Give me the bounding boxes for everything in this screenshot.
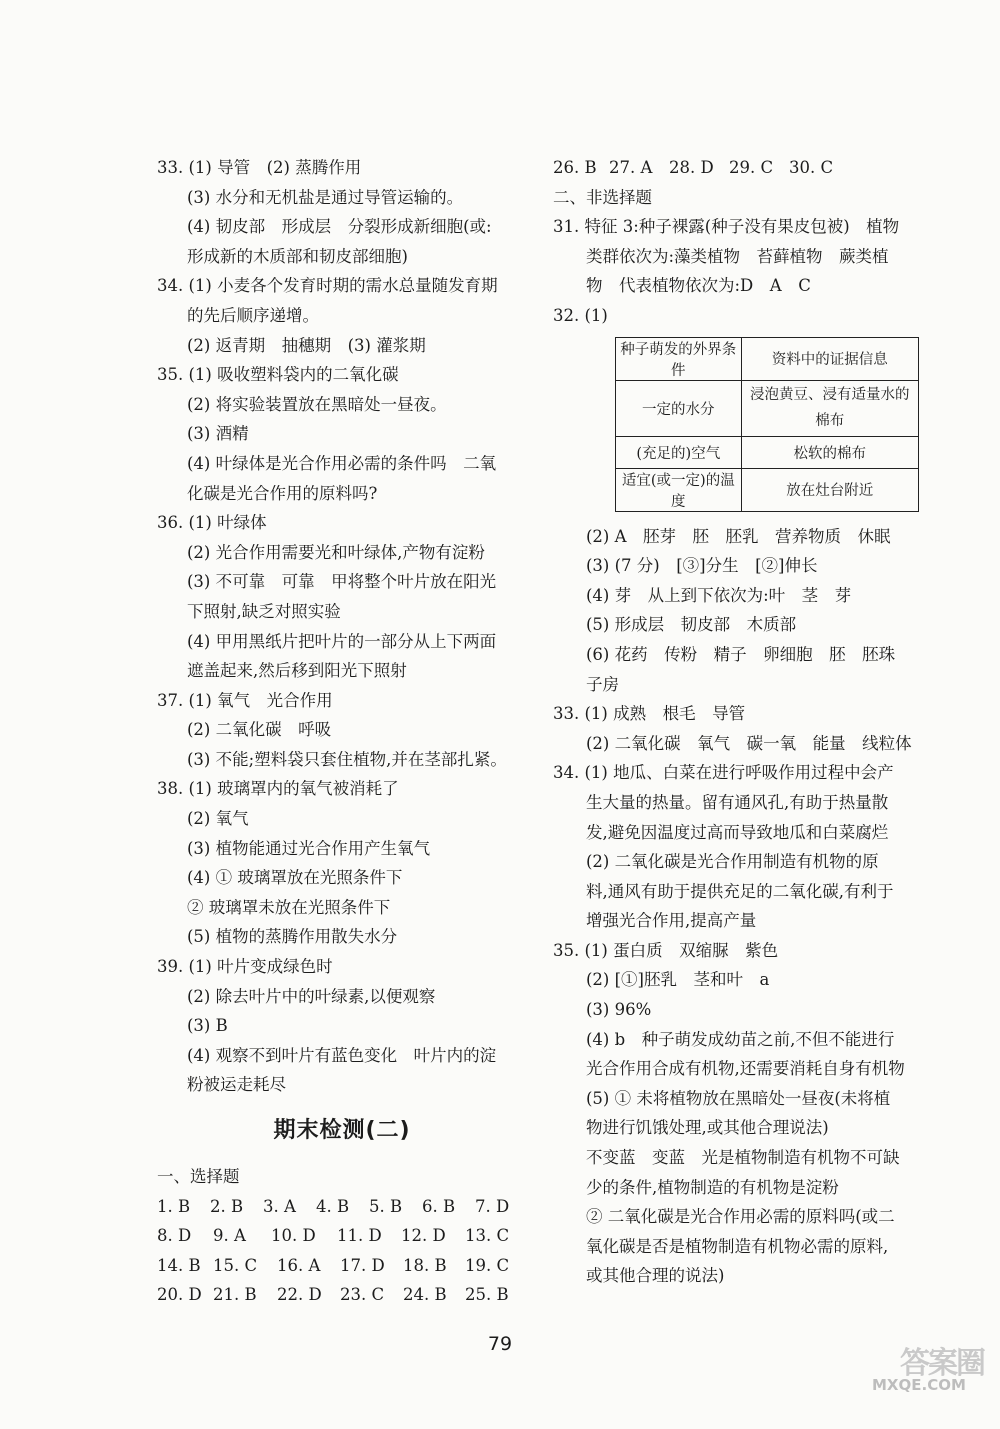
mc-answer: 10. D	[271, 1226, 316, 1246]
mc-answer: 9. A	[213, 1226, 246, 1246]
answer-line: 34. (1) 小麦各个发育时期的需水总量随发育期	[157, 276, 498, 296]
table-header: 资料中的证据信息	[741, 337, 918, 380]
answer-line: 少的条件,植物制造的有机物是淀粉	[586, 1177, 839, 1197]
answer-line: 31. 特征 3:种子裸露(种子没有果皮包被) 植物	[553, 217, 900, 237]
answer-line: (4) b 种子萌发成幼苗之前,不但不能进行	[586, 1029, 895, 1049]
table-header: 种子萌发的外界条件	[616, 337, 742, 380]
mc-answer: 28. D	[669, 158, 714, 177]
answer-line: (2) 将实验装置放在黑暗处一昼夜。	[187, 394, 447, 414]
answer-line: (3) (7 分) [③]分生 [②]伸长	[586, 556, 818, 576]
mc-answer: 21. B	[213, 1285, 257, 1305]
mc-answer: 1. B	[157, 1196, 191, 1216]
answer-line: (4) 甲用黑纸片把叶片的一部分从上下两面	[187, 631, 497, 651]
section-heading: 二、非选择题	[553, 187, 652, 207]
section-title: 期末检测(二)	[273, 1118, 411, 1143]
answer-line: (2) 返青期 抽穗期 (3) 灌浆期	[187, 335, 426, 355]
answer-line: 增强光合作用,提高产量	[586, 911, 757, 931]
mc-answer: 27. A	[609, 158, 653, 177]
answer-line: (3) 酒精	[187, 424, 249, 444]
mc-answer: 4. B	[316, 1196, 350, 1216]
answer-line: (2) [①]胚乳 茎和叶 a	[586, 970, 770, 990]
answer-line: 生大量的热量。留有通风孔,有助于热量散	[586, 792, 889, 812]
watermark-url: MXQE.COM	[872, 1376, 966, 1394]
table-cell: 放在灶台附近	[741, 468, 918, 511]
mc-answer-row	[157, 1221, 527, 1251]
mc-answer: 20. D	[157, 1285, 202, 1305]
mc-answer: 14. B	[157, 1255, 201, 1275]
answer-line: (2) 除去叶片中的叶绿素,以便观察	[187, 986, 436, 1006]
answer-line: 37. (1) 氧气 光合作用	[157, 690, 333, 710]
mc-answer: 5. B	[369, 1196, 403, 1216]
answer-line: (3) 不能;塑料袋只套住植物,并在茎部扎紧。	[187, 749, 507, 769]
mc-answer-row	[553, 153, 928, 183]
mc-answer: 6. B	[422, 1196, 456, 1216]
answer-line: 33. (1) 导管 (2) 蒸腾作用	[157, 158, 362, 177]
mc-answer: 23. C	[340, 1285, 385, 1305]
mc-answer: 26. B	[553, 158, 597, 177]
answer-line: 物进行饥饿处理,或其他合理说法)	[586, 1118, 829, 1138]
answer-line: 36. (1) 叶绿体	[157, 513, 267, 533]
answer-line: (3) 植物能通过光合作用产生氧气	[187, 838, 431, 858]
mc-answer: 2. B	[210, 1196, 244, 1216]
answer-line: ② 二氧化碳是光合作用必需的原料吗(或二	[586, 1207, 895, 1227]
mc-answer: 17. D	[340, 1255, 385, 1275]
table-cell: 适宜(或一定)的温度	[616, 468, 742, 511]
answer-line: ② 玻璃罩未放在光照条件下	[187, 897, 391, 917]
mc-answer: 25. B	[465, 1285, 509, 1305]
answer-line: (3) 水分和无机盐是通过导管运输的。	[187, 187, 464, 207]
answer-line: 35. (1) 吸收塑料袋内的二氧化碳	[157, 365, 399, 385]
mc-answer: 12. D	[401, 1226, 446, 1246]
evidence-table	[615, 337, 919, 512]
answer-line: 下照射,缺乏对照实验	[187, 601, 341, 621]
mc-answer: 30. C	[789, 158, 834, 177]
answer-line: 氧化碳是否是植物制造有机物必需的原料,	[586, 1236, 889, 1256]
answer-line: 料,通风有助于提供充足的二氧化碳,有利于	[586, 881, 894, 901]
answer-line: (4) ① 玻璃罩放在光照条件下	[187, 868, 403, 888]
answer-line: (6) 花药 传粉 精子 卵细胞 胚 胚珠	[586, 644, 896, 664]
answer-line: 33. (1) 成熟 根毛 导管	[553, 704, 746, 724]
answer-line: (4) 观察不到叶片有蓝色变化 叶片内的淀	[187, 1045, 497, 1065]
answer-line: (4) 叶绿体是光合作用必需的条件吗 二氧	[187, 453, 497, 473]
mc-answer: 29. C	[729, 158, 774, 177]
right-column	[553, 153, 928, 1291]
answer-line: 的先后顺序递增。	[187, 305, 319, 325]
answer-line: 类群依次为:藻类植物 苔藓植物 蕨类植	[586, 246, 889, 266]
answer-line: (4) 韧皮部 形成层 分裂形成新细胞(或:	[187, 217, 492, 237]
mc-answer: 7. D	[475, 1196, 510, 1216]
answer-line: 子房	[586, 674, 619, 694]
answer-line: 粉被运走耗尽	[187, 1075, 286, 1095]
mc-answer: 22. D	[277, 1285, 322, 1305]
mc-answer: 8. D	[157, 1226, 192, 1246]
answer-line: (3) 96%	[586, 1000, 652, 1020]
answer-line: 38. (1) 玻璃罩内的氧气被消耗了	[157, 779, 399, 799]
answer-line: (4) 芽 从上到下依次为:叶 茎 芽	[586, 585, 852, 605]
answer-line: 物 代表植物依次为:D A C	[586, 276, 811, 296]
answer-line: (3) 不可靠 可靠 甲将整个叶片放在阳光	[187, 572, 497, 592]
answer-line: 34. (1) 地瓜、白菜在进行呼吸作用过程中会产	[553, 763, 894, 783]
answer-line: 形成新的木质部和韧皮部细胞)	[187, 246, 408, 266]
mc-answer-row	[157, 1251, 527, 1281]
answer-line: 35. (1) 蛋白质 双缩脲 紫色	[553, 940, 779, 960]
answer-line: (2) 二氧化碳是光合作用制造有机物的原	[586, 852, 879, 872]
mc-answer: 18. B	[403, 1255, 447, 1275]
answer-line: (2) 二氧化碳 呼吸	[187, 720, 332, 740]
answer-line: (5) 形成层 韧皮部 木质部	[586, 615, 797, 635]
answer-line: 或其他合理的说法)	[586, 1266, 725, 1286]
answer-line: (5) 植物的蒸腾作用散失水分	[187, 927, 398, 947]
answer-line: (2) 氧气	[187, 809, 249, 829]
mc-answer: 16. A	[277, 1255, 321, 1275]
answer-line: (5) ① 未将植物放在黑暗处一昼夜(未将植	[586, 1088, 891, 1108]
answer-line: (2) A 胚芽 胚 胚乳 营养物质 休眠	[586, 526, 891, 546]
mc-answer-row	[157, 1280, 527, 1310]
answer-line: (2) 二氧化碳 氧气 碳一氧 能量 线粒体	[586, 733, 912, 753]
table-cell: 一定的水分	[616, 380, 742, 436]
table-cell: 松软的棉布	[741, 436, 918, 468]
watermark-logo	[872, 1338, 984, 1394]
mc-answer-row	[157, 1192, 527, 1222]
answer-line: (2) 光合作用需要光和叶绿体,产物有淀粉	[187, 542, 485, 562]
section-heading: 一、选择题	[157, 1167, 240, 1186]
mc-answer: 13. C	[465, 1226, 510, 1246]
mc-answer: 3. A	[263, 1196, 296, 1216]
answer-line: 39. (1) 叶片变成绿色时	[157, 957, 333, 977]
answer-line: 不变蓝 变蓝 光是植物制造有机物不可缺	[586, 1148, 900, 1168]
answer-line: 发,避免因温度过高而导致地瓜和白菜腐烂	[586, 822, 889, 842]
answer-line: 遮盖起来,然后移到阳光下照射	[187, 661, 407, 681]
page-number: 79	[487, 1333, 513, 1355]
mc-answer: 24. B	[403, 1285, 447, 1305]
answer-line: 光合作用合成有机物,还需要消耗自身有机物	[586, 1059, 905, 1079]
answer-line: 化碳是光合作用的原料吗?	[187, 483, 378, 503]
answer-line: 32. (1)	[553, 305, 608, 325]
mc-answer: 19. C	[465, 1255, 510, 1275]
mc-answer: 15. C	[213, 1255, 258, 1275]
table-cell: (充足的)空气	[616, 436, 742, 468]
table-cell: 浸泡黄豆、浸有适量水的棉布	[741, 380, 918, 436]
mc-answer: 11. D	[337, 1226, 382, 1246]
answer-line: (3) B	[187, 1016, 228, 1036]
left-column	[157, 153, 527, 1310]
watermark-text: 答案圈	[900, 1346, 984, 1381]
